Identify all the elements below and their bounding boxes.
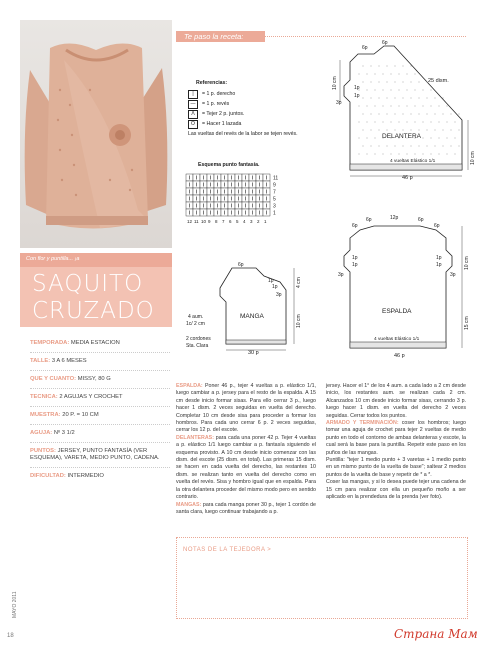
espalda-schematic [318,210,490,360]
instructions-column-right: jersey. Hacer el 1° de los 4 aum. a cada lado a 2 cm desde inicio, los restantes aum. se realizan cada 2 cm. Alcanzados 10 cm desde inicio formar sisas, cerrando 3 p. luego hacer 1 dism. en vuelta del derecho 2 veces seguidas. Cerrar todos los puntos. ARMADO Y TERMINACIÓN: coser los hombros; luego tomar una aguja de crochet para tejer 2 vueltas de medio punto en todo el contorno de ambas delanteras y escote, la cual será la base para la puntilla. Repetir este paso en los puños de las mangas. Puntilla: "tejer 1 medio punto + 3 varetas + 1 medio punto en un mismo punto de la vuelta de base"; saltear 2 medios puntos de la vuelta de base y repetir de * a *. Coser las mangas, y si lo desea puede tejer una cadena de 15 cm para realizar con ella un pequeño moño a ser aplicado en la prendedura de la prenda (ver foto). [326,383,466,501]
svg-text:30 p: 30 p [248,350,259,356]
scheme-col-label: 5 [236,219,239,224]
purl-stitch-icon: — [188,100,198,109]
svg-text:1p: 1p [436,262,442,268]
svg-text:6p: 6p [418,217,424,223]
svg-text:1p: 1p [352,255,358,261]
scheme-row-label: 7 [273,189,276,196]
eyelet-dot [386,81,387,82]
svg-text:4 vueltas Elástico 1/1: 4 vueltas Elástico 1/1 [374,337,420,342]
eyelet-dot [362,145,363,146]
eyelet-dot [374,73,375,74]
eyelet-dot [390,89,391,90]
eyelet-dot [398,153,399,154]
eyelet-dot [422,121,423,122]
knitter-notes-box [176,537,468,619]
eyelet-dot [402,145,403,146]
eyelet-dot [450,113,451,114]
eyelet-dot [406,153,407,154]
eyelet-dot [434,97,435,98]
svg-text:1p: 1p [354,93,360,99]
eyelet-dot [358,137,359,138]
eyelet-dot [378,113,379,114]
delantera-schematic [318,40,490,190]
eyelet-dot [458,113,459,114]
eyelet-dot [442,113,443,114]
svg-text:6p: 6p [352,223,358,229]
eyelet-dot [430,89,431,90]
eyelet-dot [366,73,367,74]
eyelet-dot [374,89,375,90]
eyelet-dot [430,105,431,106]
eyelet-dot [434,113,435,114]
eyelet-dot [402,113,403,114]
eyelet-dot [362,65,363,66]
eyelet-dot [426,145,427,146]
scheme-row-label: 1 [273,210,276,217]
svg-text:10 cm: 10 cm [470,151,476,165]
eyelet-dot [410,81,411,82]
eyelet-dot [442,97,443,98]
eyelet-dot [426,129,427,130]
scheme-row-label: 9 [273,182,276,189]
eyelet-dot [390,73,391,74]
spec-que-y-cuanto: QUE Y CUANTO: MISSY, 80 G [30,371,170,389]
eyelet-dot [366,153,367,154]
eyelet-dot [378,145,379,146]
knit-stitch-icon: | [188,90,198,99]
eyelet-dot [366,121,367,122]
eyelet-dot [426,97,427,98]
eyelet-dot [390,121,391,122]
eyelet-dot [362,129,363,130]
scheme-col-label: 2 [257,219,260,224]
spec-temporada: TEMPORADA: MEDIA ESTACION [30,335,170,353]
scheme-col-label: 3 [250,219,253,224]
eyelet-dot [386,113,387,114]
delantera-decreases: 25 dism. [428,78,449,84]
eyelet-dot [438,121,439,122]
eyelet-dot [430,137,431,138]
svg-text:1p: 1p [272,284,278,290]
eyelet-dot [386,145,387,146]
eyelet-dot [410,97,411,98]
eyelet-dot [406,121,407,122]
svg-text:46 p: 46 p [402,175,413,181]
ref-item: O = Hacer 1 lazada [188,119,338,129]
ref-item: — = 1 p. revés [188,99,338,109]
title-line-2: CRUZADO [32,298,155,324]
eyelet-dot [446,121,447,122]
eyelet-dot [418,97,419,98]
eyelet-dot [394,65,395,66]
svg-text:15 cm: 15 cm [464,316,470,330]
page-number: 18 [7,633,14,639]
eyelet-dot [374,153,375,154]
eyelet-dot [358,121,359,122]
eyelet-dot [430,121,431,122]
eyelet-dot [422,105,423,106]
eyelet-dot [410,113,411,114]
eyelet-dot [362,81,363,82]
eyelet-dot [390,153,391,154]
spec-puntos: PUNTOS: JERSEY, PUNTO FANTASÍA (VER ESQUEMA), VARETA, MEDIO PUNTO, CADENA. [30,443,170,468]
pattern-info-panel [20,253,172,485]
eyelet-dot [362,113,363,114]
spec-tecnica: TECNICA: 2 AGUJAS Y CROCHET [30,389,170,407]
references-legend [188,80,338,137]
eyelet-dot [362,97,363,98]
references-note: Las vueltas del revés de la labor se tejen revés. [188,131,298,137]
eyelet-dot [370,97,371,98]
eyelet-dot [450,145,451,146]
eyelet-dot [446,137,447,138]
eyelet-dot [450,129,451,130]
title-block [20,267,172,327]
eyelet-dot [370,145,371,146]
eyelet-dot [422,153,423,154]
eyelet-dot [390,105,391,106]
espalda-ribbing [350,342,446,348]
eyelet-dot [446,105,447,106]
issue-date: MAYO 2011 [12,591,18,618]
svg-text:2 cordones: 2 cordones [186,336,211,342]
eyelet-dot [398,121,399,122]
svg-text:1p: 1p [436,255,442,261]
eyelet-dot [438,153,439,154]
eyelet-dot [394,97,395,98]
scheme-col-label: 4 [243,219,246,224]
eyelet-dot [374,105,375,106]
eyelet-dot [386,129,387,130]
scheme-row-label: 5 [273,196,276,203]
eyelet-dot [358,73,359,74]
svg-text:3p: 3p [336,100,342,106]
delantera-ribbing [350,164,462,170]
eyelet-dot [366,105,367,106]
scheme-col-label: 11 [194,219,199,224]
eyelet-dot [378,97,379,98]
eyelet-dot [434,145,435,146]
eyelet-dot [414,153,415,154]
manga-label: MANGA [240,313,264,320]
ref-item: | = 1 p. derecho [188,89,338,99]
eyelet-dot [458,129,459,130]
eyelet-dot [394,81,395,82]
yarn-over-icon: O [188,120,198,129]
eyelet-dot [458,145,459,146]
eyelet-dot [358,105,359,106]
eyelet-dot [378,65,379,66]
eyelet-dot [418,113,419,114]
k2tog-icon: Λ [188,110,198,119]
eyelet-dot [398,89,399,90]
eyelet-dot [418,145,419,146]
eyelet-dot [402,81,403,82]
eyelet-dot [402,97,403,98]
eyelet-dot [370,113,371,114]
scheme-col-label: 12 [187,219,193,224]
eyelet-dot [406,105,407,106]
svg-text:3p: 3p [450,272,456,278]
references-title: Referencias: [196,80,228,86]
eyelet-dot [430,153,431,154]
spec-dificultad: DIFICULTAD: INTERMEDIO [30,473,104,479]
svg-text:3p: 3p [276,292,282,298]
sweater-photo [20,20,172,248]
eyelet-dot [366,137,367,138]
eyelet-dot [410,129,411,130]
instructions-column-left: ESPALDA: Poner 46 p., tejer 4 vueltas a p. elástico 1/1, luego cambiar a p. jersey para el resto de la espalda. A 15 cm desde inicio formar sisas. Para ello cerrar 3 p., luego hacer 1 dism. 2 veces seguidas en vuelta del derecho. Completar 10 cm desde sisa para proceder a formar los hombros. Para cada uno cerrar 6 p. 2 veces seguidas, cerrar los 12 p. del escote. DELANTERAS: para cada una poner 42 p. Tejer 4 vueltas a p. elástico 1/1 luego cambiar a p. fantasía siguiendo el esquema provisto. A 10 cm desde inicio comenzar con las dism. del escote (25 dism. en total). Las primeras 15 dism. se hacen en cada vuelta del derecho, las restantes 10 dism. se realizan tanto en vuelta del derecho como en vuelta del revés. Sisa y hombro igual que en espalda. Para la otra delantera proceder del mismo modo pero en sentido contrario. MANGAS: para cada manga poner 30 p., tejer 1 cordón de santa clara, luego continuar trabajando a p. [176,383,316,515]
eyelet-dot [370,129,371,130]
photo-caption: Con flor y puntilla... ¡a [20,253,172,267]
scheme-col-label: 6 [229,219,232,224]
eyelet-dot [394,129,395,130]
delantera-top-label: 6p [382,40,388,46]
scheme-title: Esquema punto fantasía. [198,162,260,168]
lace-scheme-chart [180,172,290,236]
eyelet-dot [446,153,447,154]
scheme-col-label: 8 [215,219,218,224]
eyelet-dot [426,113,427,114]
eyelet-dot [442,145,443,146]
eyelet-dot [358,153,359,154]
scheme-grid [186,174,278,224]
ref-item: Λ = Tejer 2 p. juntos. [188,109,338,119]
eyelet-dot [422,89,423,90]
eyelet-dot [378,129,379,130]
svg-text:6p: 6p [366,217,372,223]
eyelet-dot [398,105,399,106]
scheme-row-label: 11 [273,175,279,182]
eyelet-dot [414,73,415,74]
watermark-logo: Страна Мам [394,627,478,641]
scheme-col-label: 9 [208,219,211,224]
notes-title: NOTAS DE LA TEJEDORA > [183,547,272,553]
svg-text:1p: 1p [352,262,358,268]
eyelet-dot [418,81,419,82]
eyelet-dot [402,129,403,130]
eyelet-dot [394,145,395,146]
eyelet-dot [414,121,415,122]
title-line-1: SAQUITO [32,271,144,297]
eyelet-dot [382,73,383,74]
eyelet-dot [398,73,399,74]
sweater-illustration [20,20,172,248]
svg-text:12p: 12p [390,215,399,221]
delantera-label: DELANTERA [382,133,422,140]
svg-text:1p: 1p [354,85,360,91]
eyelet-dot [406,73,407,74]
eyelet-dot [406,89,407,90]
eyelet-dot [382,89,383,90]
scheme-col-label: 1 [264,219,267,224]
eyelet-dot [374,121,375,122]
eyelet-dot [422,137,423,138]
eyelet-dot [438,105,439,106]
eyelet-dot [414,89,415,90]
spec-aguja: AGUJA: Nº 3 1/2 [30,425,170,443]
spec-muestra: MUESTRA: 20 P. = 10 CM [30,407,170,425]
svg-text:1p: 1p [268,278,274,284]
eyelet-dot [442,129,443,130]
eyelet-dot [382,105,383,106]
eyelet-dot [414,105,415,106]
eyelet-dot [386,97,387,98]
eyelet-dot [454,137,455,138]
svg-text:6p: 6p [238,262,244,268]
eyelet-dot [454,121,455,122]
spec-talle: TALLE: 3 A 6 MESES [30,353,170,371]
svg-text:3p: 3p [338,272,344,278]
svg-text:1c/ 2 cm: 1c/ 2 cm [186,321,205,327]
espalda-label: ESPALDA [382,308,412,315]
eyelet-dot [394,113,395,114]
scheme-col-label: 10 [201,219,207,224]
svg-text:4 vueltas Elástico 1/1: 4 vueltas Elástico 1/1 [390,159,436,164]
recipe-banner [176,26,466,41]
eyelet-dot [382,153,383,154]
eyelet-dot [402,65,403,66]
eyelet-dot [454,153,455,154]
scheme-row-label: 3 [273,203,276,210]
svg-text:4 cm: 4 cm [296,277,302,288]
eyelet-dot [410,65,411,66]
eyelet-dot [386,65,387,66]
manga-schematic [180,258,320,368]
eyelet-dot [374,137,375,138]
svg-text:46 p: 46 p [394,353,405,359]
eyelet-dot [382,121,383,122]
svg-text:10 cm: 10 cm [464,256,470,270]
eyelet-dot [410,145,411,146]
svg-text:Sta. Clara: Sta. Clara [186,343,209,349]
manga-cuff [226,340,286,344]
svg-text:4 aum.: 4 aum. [188,314,204,320]
eyelet-dot [418,129,419,130]
delantera-top-label: 6p [362,45,368,51]
eyelet-dot [438,137,439,138]
recipe-banner-text: Te paso la receta: [176,31,265,42]
svg-text:6p: 6p [434,223,440,229]
eyelet-dot [370,81,371,82]
svg-text:10 cm: 10 cm [296,314,302,328]
svg-text:10 cm: 10 cm [332,76,338,90]
scheme-col-label: 7 [222,219,225,224]
eyelet-dot [378,81,379,82]
eyelet-dot [370,65,371,66]
eyelet-dot [366,89,367,90]
eyelet-dot [434,129,435,130]
